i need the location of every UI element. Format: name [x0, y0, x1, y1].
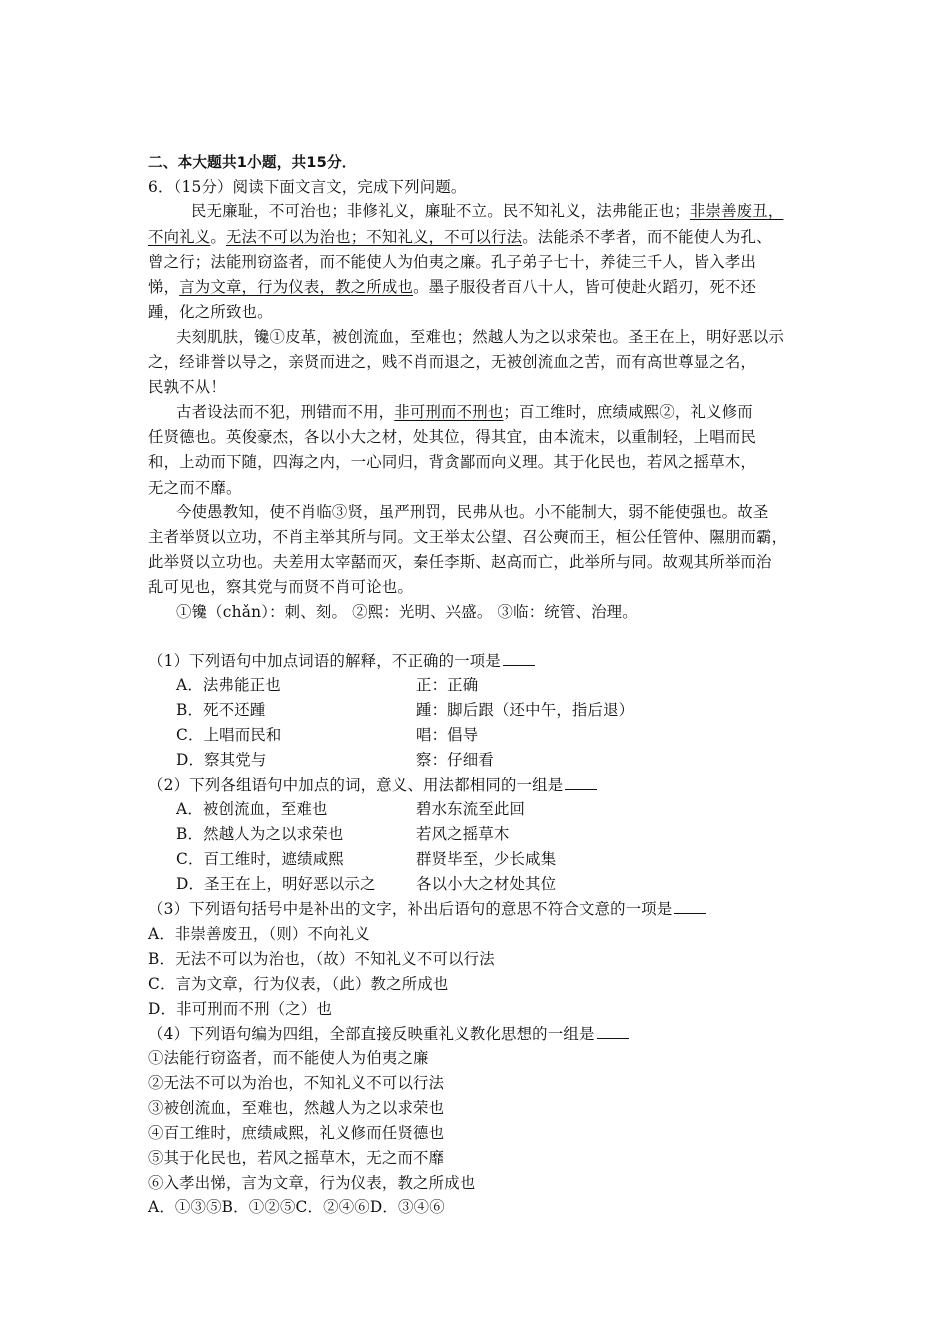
q1-option-a: A．法弗能正也 正：正确 — [176, 676, 479, 694]
passage-p4-line2: 主者举贤以立功，不肖主举其所与同。文王举太公望、召公奭而王，桓公任管仲、隰朋而霸， — [148, 528, 788, 546]
passage-p3-line3: 和，上动而下随，四海之内，一心同归，背贪鄙而向义理。其于化民也，若风之摇草木， — [148, 453, 757, 471]
underlined-phrase: 非可刑而不刑也 — [394, 403, 504, 421]
q3-option-d: D．非可刑而不刑（之）也 — [148, 1000, 333, 1018]
answer-blank — [597, 1024, 629, 1039]
underlined-phrase: 非崇善废丑， — [689, 202, 784, 220]
passage-p3-line2: 任贤德也。英俊豪杰，各以小大之材，处其位，得其宜，由本流末，以重制轻，上唱而民 — [148, 428, 757, 446]
q2-option-b: B．然越人为之以求荣也 若风之摇草木 — [176, 825, 510, 843]
passage-p3-line4: 无之而不靡。 — [148, 479, 242, 497]
q2-stem: （2）下列各组语句中加点的词，意义、用法都相同的一组是 — [148, 775, 597, 795]
passage-p2-line3: 民孰不从！ — [148, 378, 226, 396]
passage-p4-line3: 此举贤以立功也。夫差用太宰嚭而灭，秦任李斯、赵高而亡，此举所与同。故观其所举而治 — [148, 553, 772, 571]
q4-item-5: ⑤其于化民也，若风之摇草木，无之而不靡 — [148, 1149, 445, 1167]
q4-item-1: ①法能行窃盗者，而不能使人为伯夷之廉 — [148, 1049, 429, 1067]
passage-p2-line1: 夫刻肌肤，镵①皮革，被创流血，至难也；然越人为之以求荣也。圣王在上，明好恶以示 — [176, 328, 785, 346]
underlined-phrase: 不向礼义 — [148, 228, 211, 246]
answer-blank — [674, 899, 706, 914]
q1-stem: （1）下列语句中加点词语的解释，不正确的一项是 — [148, 651, 535, 671]
passage-p4-line4: 乱可见也，察其党与而贤不肖可论也。 — [148, 578, 414, 596]
q2-option-d: D．圣王在上，明好恶以示之 各以小大之材处其位 — [176, 875, 557, 893]
q2-option-c: C．百工维时，遮绩咸熙 群贤毕至，少长咸集 — [176, 850, 557, 868]
passage-p1-line1: 民无廉耻，不可治也；非修礼义，廉耻不立。民不知礼义，法弗能正也；非崇善废丑， — [191, 202, 784, 220]
passage-p1-line5: 踵，化之所致也。 — [148, 303, 273, 321]
q1-option-c: C．上唱而民和 唱：倡导 — [176, 726, 479, 744]
passage-p1-line3: 曾之行；法能刑窃盗者，而不能使人为伯夷之廉。孔子弟子七十，养徒三千人，皆入孝出 — [148, 253, 757, 271]
q4-choices: A．①③⑤B．①②⑤C．②④⑥D．③④⑥ — [148, 1198, 445, 1216]
section-heading: 二、本大题共1小题，共15分． — [148, 154, 357, 171]
underlined-phrase: 无法不可以为治也；不知礼义，不可以行法 — [225, 228, 523, 246]
passage-p1-line2: 不向礼义。无法不可以为治也；不知礼义，不可以行法。法能杀不孝者，而不能使人为孔、 — [148, 228, 772, 246]
passage-p2-line2: 之，经诽誉以导之，亲贤而进之，贱不肖而退之，无被创流血之苦，而有高世尊显之名， — [148, 353, 757, 371]
q3-option-c: C．言为文章，行为仪表，（此）教之所成也 — [148, 975, 449, 993]
footnotes: ①镵（chǎn）：刺、刻。 ②熙：光明、兴盛。 ③临：统管、治理。 — [176, 603, 638, 621]
answer-blank — [503, 651, 535, 666]
question-intro: 6．（15分）阅读下面文言文，完成下列问题。 — [148, 178, 467, 196]
passage-p1-line4: 悌，言为文章，行为仪表，教之所成也。墨子服役者百八十人，皆可使赴火蹈刃，死不还 — [148, 278, 757, 296]
q1-option-b: B．死不还踵 踵：脚后跟（还中午，指后退） — [176, 701, 635, 719]
q3-option-b: B．无法不可以为治也，（故）不知礼义不可以行法 — [148, 950, 495, 968]
underlined-phrase: 言为文章，行为仪表，教之所成也 — [179, 278, 414, 296]
q1-option-d: D．察其党与 察：仔细看 — [176, 751, 494, 769]
answer-blank — [565, 775, 597, 790]
passage-p3-line1: 古者设法而不犯，刑错而不用，非可刑而不刑也；百工维时，庶绩咸熙②，礼义修而 — [176, 403, 753, 421]
passage-p4-line1: 今使愚教知，使不肖临③贤，虽严刑罚，民弗从也。小不能制大，弱不能使强也。故圣 — [176, 503, 769, 521]
q3-option-a: A．非崇善废丑，（则）不向礼义 — [148, 925, 370, 943]
q4-item-6: ⑥入孝出悌，言为文章，行为仪表，教之所成也 — [148, 1174, 476, 1192]
q4-item-2: ②无法不可以为治也，不知礼义不可以行法 — [148, 1074, 445, 1092]
q4-stem: （4）下列语句编为四组，全部直接反映重礼义教化思想的一组是 — [148, 1024, 629, 1044]
q2-option-a: A．被创流血，至难也 碧水东流至此回 — [176, 800, 526, 818]
q4-item-4: ④百工维时，庶绩咸熙，礼义修而任贤德也 — [148, 1124, 445, 1142]
q4-item-3: ③被创流血，至难也，然越人为之以求荣也 — [148, 1099, 445, 1117]
q3-stem: （3）下列语句括号中是补出的文字，补出后语句的意思不符合文意的一项是 — [148, 899, 706, 919]
